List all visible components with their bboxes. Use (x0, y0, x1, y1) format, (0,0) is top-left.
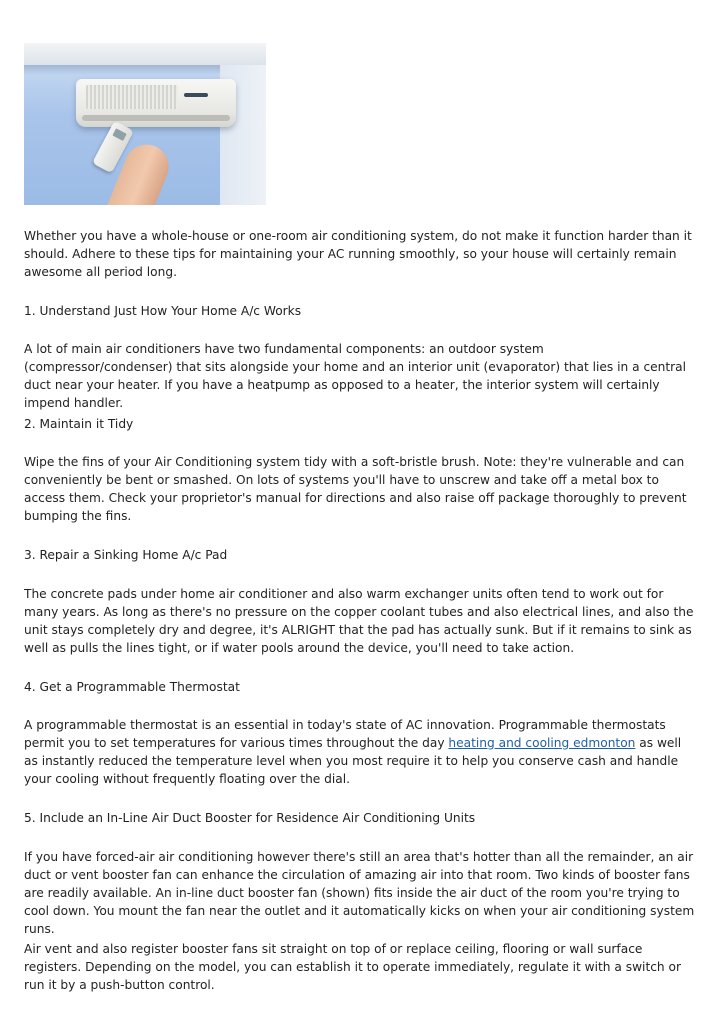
ceiling (24, 43, 266, 65)
section-paragraph-4 (24, 716, 696, 788)
section-paragraph-1: A lot of main air conditioners have two fundamental components: an outdoor system (compressor/condenser) that sits alongside your home and an interior unit (evaporator) that lies in a central duct near your heater. If you have a heatpump as opposed to a heater, the interior system will certainly impend handler. (24, 342, 687, 410)
ac-grille (86, 85, 178, 109)
ac-indicator-lights (184, 93, 208, 97)
section-heading-5: 5. Include an In-Line Air Duct Booster for Residence Air Conditioning Units (24, 811, 476, 825)
intro-paragraph: Whether you have a whole-house or one-room air conditioning system, do not make it function harder than it should. Adhere to these tips for maintaining your AC running smoothly, so your house will certainly remain awesome all period long. (24, 229, 692, 279)
hero-image (24, 43, 266, 205)
section-heading-1: 1. Understand Just How Your Home A/c Works (24, 304, 302, 318)
section-paragraph-2: Wipe the fins of your Air Conditioning system tidy with a soft-bristle brush. Note: they're vulnerable and can conveniently be bent or smashed. On lots of systems you'll have to unscrew and take off a metal box to access them. Check your proprietor's manual for directions and also raise off package thoroughly to prevent bumping the fins. (24, 455, 687, 523)
paragraph-4-text-before: A programmable thermostat is an essential in today's state of AC innovation. Programmable thermostats permit you to set temperatures for various times throughout the day (24, 718, 666, 750)
air-conditioner-icon (76, 79, 236, 127)
ac-vent (82, 115, 230, 121)
heating-cooling-link[interactable]: heating and cooling edmonton (448, 736, 636, 750)
paragraph-4-text-after: as well as instantly reduced the temperature level when you most require it to help you conserve cash and handle your cooling without frequently floating over the dial. (24, 736, 682, 786)
section-heading-2: 2. Maintain it Tidy (24, 417, 134, 431)
section-heading-4: 4. Get a Programmable Thermostat (24, 680, 240, 694)
section-heading-3: 3. Repair a Sinking Home A/c Pad (24, 548, 228, 562)
section-paragraph-5: If you have forced-air air conditioning however there's still an area that's hotter than all the remainder, an air duct or vent booster fan can enhance the circulation of amazing air into that room. Two kinds of booster fans are readily available. An in-line duct booster fan (shown) fits inside the air duct of the room you're trying to cool down. You mount the fan near the outlet and it automatically kicks on when your air conditioning system runs. (24, 850, 695, 936)
section-paragraph-3: The concrete pads under home air conditioner and also warm exchanger units often tend to work out for many years. As long as there's no pressure on the copper coolant tubes and also electrical lines, and also the unit stays completely dry and degree, it's ALRIGHT that the pad has actually sunk. But if it remains to sink as well as pulls the lines tight, or if water pools around the device, you'll need to take action. (24, 587, 694, 655)
section-paragraph-6: Air vent and also register booster fans sit straight on top of or replace ceiling, flooring or wall surface registers. Depending on the model, you can establish it to operate immediately, regulate it with a switch or run it by a push-button control. (24, 942, 681, 992)
